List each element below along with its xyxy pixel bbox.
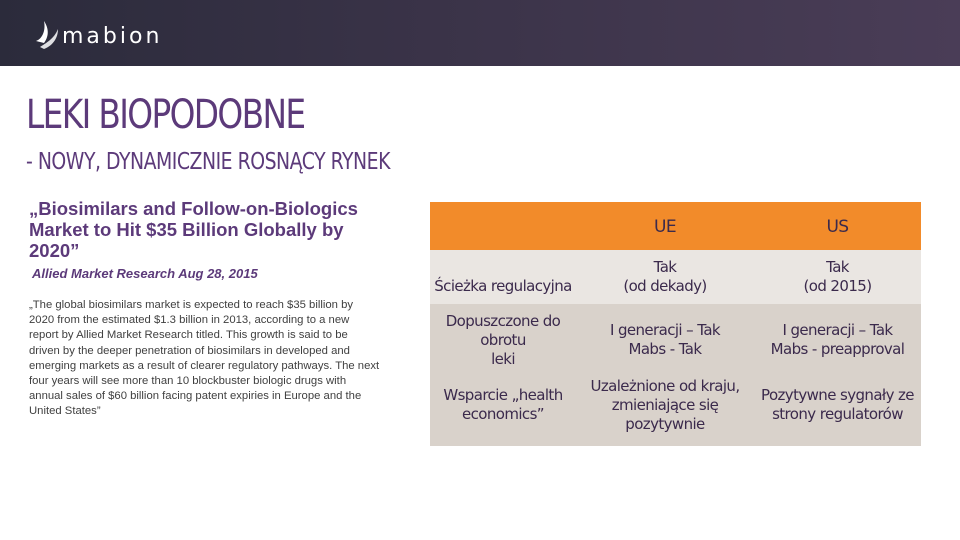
table-row-label: Ścieżka regulacyjna [434,277,572,295]
quote-headline: „Biosimilars and Follow-on-Biologics Market to Hit $35 Billion Globally by 2020” [29,198,358,261]
table-header-row [430,202,921,250]
table-header-cell-us: US [826,216,849,237]
table-cell: I generacji – Tak Mabs - Tak [609,321,720,358]
quote-body: „The global biosimilars market is expected to reach $35 billion by 2020 from the estimated $1.3 billion in 2013, according to a new report by Allied Market Research titled. This growth is said to be driven by the deeper penetration of biosimilars in developed and emerging markets as a result of clearer regulatory pathways. The next four years will see more than 10 blockbuster biologic drugs with annual sales of $60 billion facing patent expiries in Europe and the United States” [29,299,380,418]
page-subtitle: - NOWY, DYNAMICZNIE ROSNĄCY RYNEK [26,149,390,175]
table-cell: Pozytywne sygnały ze strony regulatorów [761,386,914,423]
table-row [430,374,921,446]
table-cell: Uzależnione od kraju, zmieniające się pozytywnie [590,376,740,433]
mabion-swirl-icon [32,17,60,51]
table-row-label: Dopuszczone do obrotu leki [445,311,561,368]
mabion-logo [32,16,162,52]
table-cell: Tak (od dekady) [623,258,707,295]
table-header-cell [430,202,576,250]
header-band [0,0,960,66]
table-row-label: Wsparcie „health economics” [443,386,563,423]
table-header-cell-ue: UE [654,216,676,237]
page-title: LEKI BIOPODOBNE [26,92,305,138]
table-row [430,250,921,304]
logo-text: mabion [62,23,163,49]
quote-source: Allied Market Research Aug 28, 2015 [32,266,258,281]
table-cell: Tak (od 2015) [803,258,872,295]
comparison-table [430,202,921,446]
table-cell: I generacji – Tak Mabs - preapproval [770,321,905,358]
table-row [430,304,921,374]
